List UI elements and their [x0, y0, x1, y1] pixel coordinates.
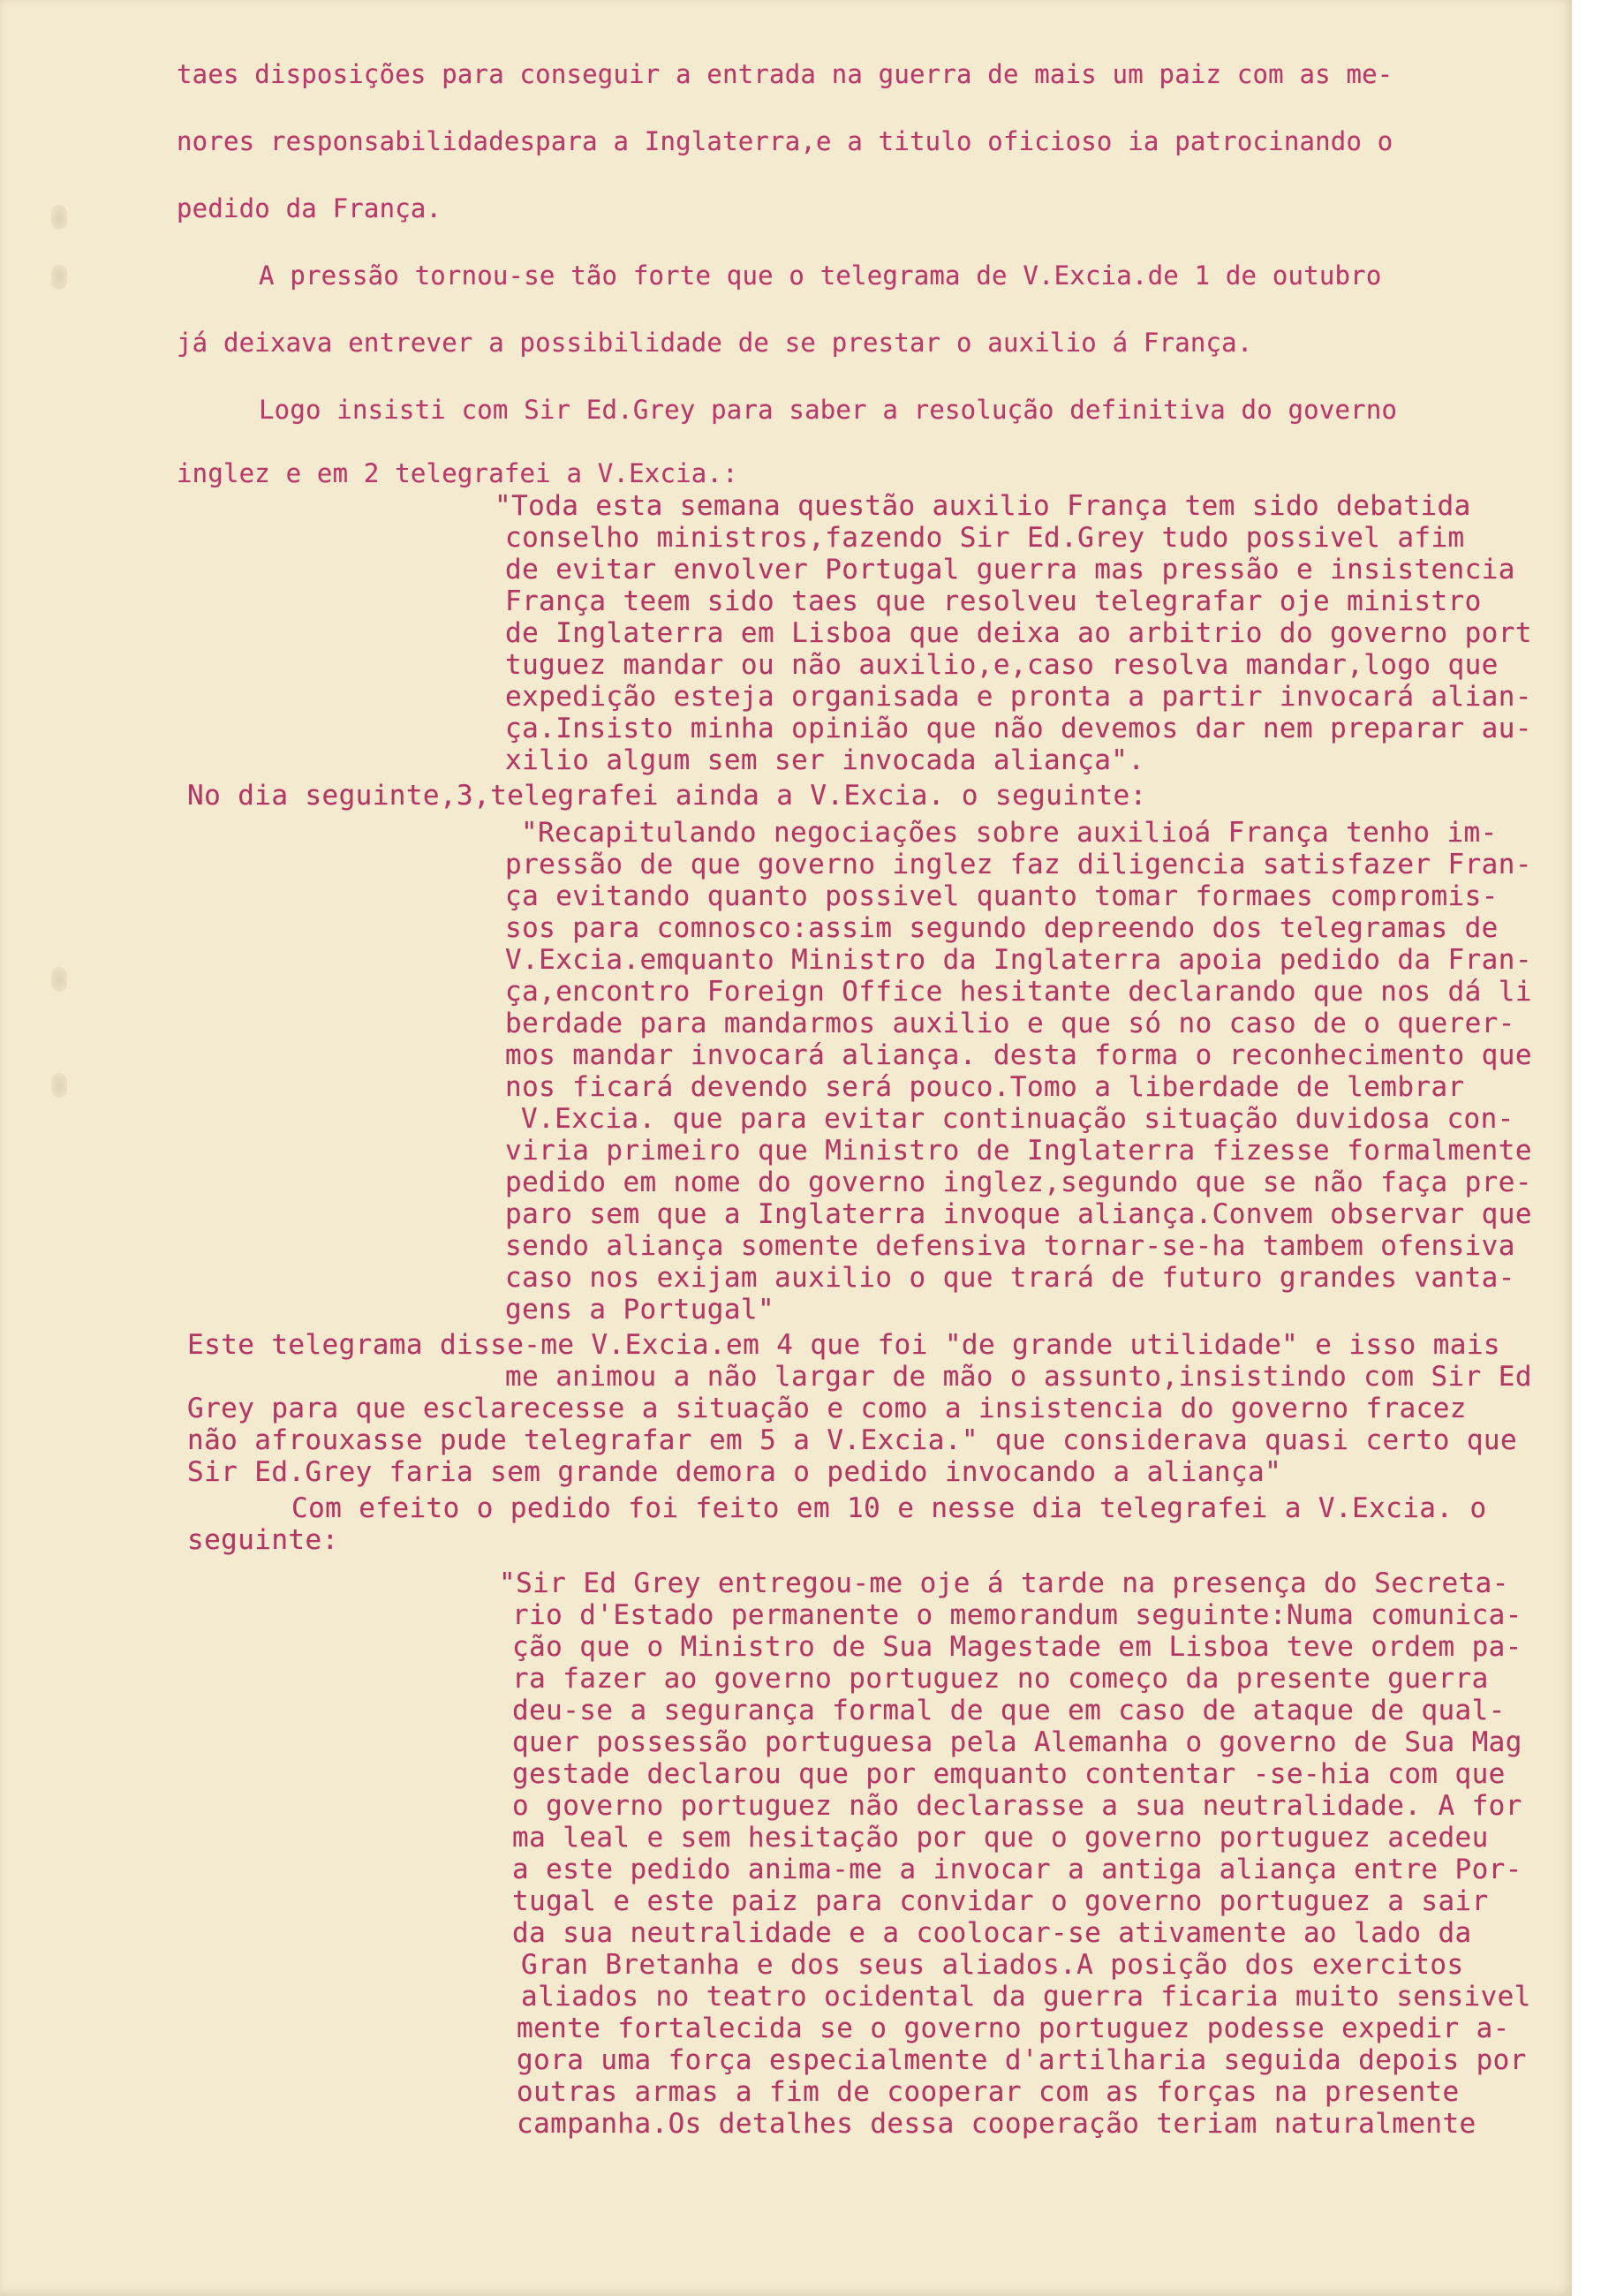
quote-line: de Inglaterra em Lisboa que deixa ao arbitrio do governo port	[505, 617, 1532, 649]
quote-line: "Sir Ed Grey entregou-me oje á tarde na presença do Secreta-	[499, 1567, 1509, 1599]
quote-line: xilio algum sem ser invocada aliança".	[505, 744, 1145, 776]
quote-line: sendo aliança somente defensiva tornar-se-ha tambem ofensiva	[505, 1230, 1515, 1262]
text-line: taes disposições para conseguir a entrada na guerra de mais um paiz com as me-	[177, 59, 1393, 89]
quote-line: o governo portuguez não declarasse a sua neutralidade. A for	[512, 1790, 1522, 1822]
quote-line: nos ficará devendo será pouco.Tomo a liberdade de lembrar	[505, 1071, 1465, 1103]
quote-line: sos para comnosco:assim segundo depreendo dos telegramas de	[505, 912, 1499, 944]
text-line: nores responsabilidadespara a Inglaterra,e a titulo oficioso ia patrocinando o	[177, 126, 1393, 156]
quote-line: berdade para mandarmos auxilio e que só no caso de o querer-	[505, 1008, 1515, 1039]
text-line: já deixava entrever a possibilidade de se prestar o auxilio á França.	[177, 328, 1253, 358]
quote-line: ra fazer ao governo portuguez no começo da presente guerra	[512, 1663, 1489, 1695]
quote-line: tugal e este paiz para convidar o governo portuguez a sair	[512, 1885, 1489, 1917]
quote-line: Gran Bretanha e dos seus aliados.A posição dos exercitos	[521, 1949, 1464, 1981]
quote-line: pedido em nome do governo inglez,segundo que se não faça pre-	[505, 1167, 1532, 1198]
quote-line: expedição esteja organisada e pronta a partir invocará alian-	[505, 681, 1532, 713]
text-line: A pressão tornou-se tão forte que o telegrama de V.Excia.de 1 de outubro	[259, 261, 1382, 291]
quote-line: mente fortalecida se o governo portuguez podesse expedir a-	[517, 2013, 1510, 2044]
quote-line: mos mandar invocará aliança. desta forma o reconhecimento que	[505, 1039, 1532, 1071]
quote-line: ça evitando quanto possivel quanto tomar formaes compromis-	[505, 880, 1499, 912]
quote-line: "Toda esta semana questão auxilio França tem sido debatida	[495, 490, 1471, 522]
quote-line: de evitar envolver Portugal guerra mas pressão e insistencia	[505, 554, 1515, 585]
quote-line: V.Excia.emquanto Ministro da Inglaterra apoia pedido da Fran-	[505, 944, 1532, 976]
text-line: Este telegrama disse-me V.Excia.em 4 que foi "de grande utilidade" e isso mais	[187, 1329, 1500, 1361]
quote-line: ça.Insisto minha opinião que não devemos dar nem preparar au-	[505, 713, 1532, 744]
text-line: Grey para que esclarecesse a situação e como a insistencia do governo fracez	[187, 1393, 1467, 1424]
quote-line: quer possessão portuguesa pela Alemanha o governo de Sua Mag	[512, 1726, 1522, 1758]
quote-line: paro sem que a Inglaterra invoque aliança.Convem observar que	[505, 1198, 1532, 1230]
quote-line: tuguez mandar ou não auxilio,e,caso resolva mandar,logo que	[505, 649, 1499, 681]
quote-line: França teem sido taes que resolveu telegrafar oje ministro	[505, 585, 1482, 617]
text-line: No dia seguinte,3,telegrafei ainda a V.Excia. o seguinte:	[187, 780, 1147, 812]
quote-line: pressão de que governo inglez faz diligencia satisfazer Fran-	[505, 849, 1532, 880]
quote-line: viria primeiro que Ministro de Inglaterra fizesse formalmente	[505, 1135, 1532, 1167]
quote-line: gens a Portugal"	[505, 1294, 775, 1325]
text-line: inglez e em 2 telegrafei a V.Excia.:	[177, 458, 738, 488]
quote-line: conselho ministros,fazendo Sir Ed.Grey tudo possivel afim	[505, 522, 1465, 554]
quote-line: rio d'Estado permanente o memorandum seguinte:Numa comunica-	[512, 1599, 1522, 1631]
quote-line: caso nos exijam auxilio o que trará de futuro grandes vanta-	[505, 1262, 1515, 1294]
text-line: Com efeito o pedido foi feito em 10 e nesse dia telegrafei a V.Excia. o	[291, 1492, 1487, 1524]
quote-line: da sua neutralidade e a coolocar-se ativamente ao lado da	[512, 1917, 1472, 1949]
quote-line: gora uma força especialmente d'artilharia seguida depois por	[517, 2044, 1527, 2076]
quote-line: ça,encontro Foreign Office hesitante declarando que nos dá li	[505, 976, 1532, 1008]
quote-line: "Recapitulando negociações sobre auxilioá França tenho im-	[521, 817, 1498, 849]
quote-line: deu-se a segurança formal de que em caso de ataque de qual-	[512, 1695, 1506, 1726]
text-line: me animou a não largar de mão o assunto,insistindo com Sir Ed	[505, 1361, 1532, 1393]
quote-line: V.Excia. que para evitar continuação situação duvidosa con-	[521, 1103, 1514, 1135]
quote-line: ma leal e sem hesitação por que o governo portuguez acedeu	[512, 1822, 1489, 1854]
text-line: Logo insisti com Sir Ed.Grey para saber a resolução definitiva do governo	[259, 395, 1398, 425]
quote-line: campanha.Os detalhes dessa cooperação teriam naturalmente	[517, 2108, 1476, 2140]
quote-line: ção que o Ministro de Sua Magestade em Lisboa teve ordem pa-	[512, 1631, 1522, 1663]
text-line: Sir Ed.Grey faria sem grande demora o pedido invocando a aliança"	[187, 1456, 1282, 1488]
text-line: seguinte:	[187, 1524, 339, 1556]
quote-line: a este pedido anima-me a invocar a antiga aliança entre Por-	[512, 1854, 1522, 1885]
quote-line: outras armas a fim de cooperar com as forças na presente	[517, 2076, 1460, 2108]
quote-line: aliados no teatro ocidental da guerra ficaria muito sensivel	[521, 1981, 1531, 2013]
text-line: não afrouxasse pude telegrafar em 5 a V.Excia." que considerava quasi certo que	[187, 1424, 1518, 1456]
quote-line: gestade declarou que por emquanto contentar -se-hia com que	[512, 1758, 1506, 1790]
page-margin	[1572, 0, 1601, 2296]
text-line: pedido da França.	[177, 193, 442, 223]
